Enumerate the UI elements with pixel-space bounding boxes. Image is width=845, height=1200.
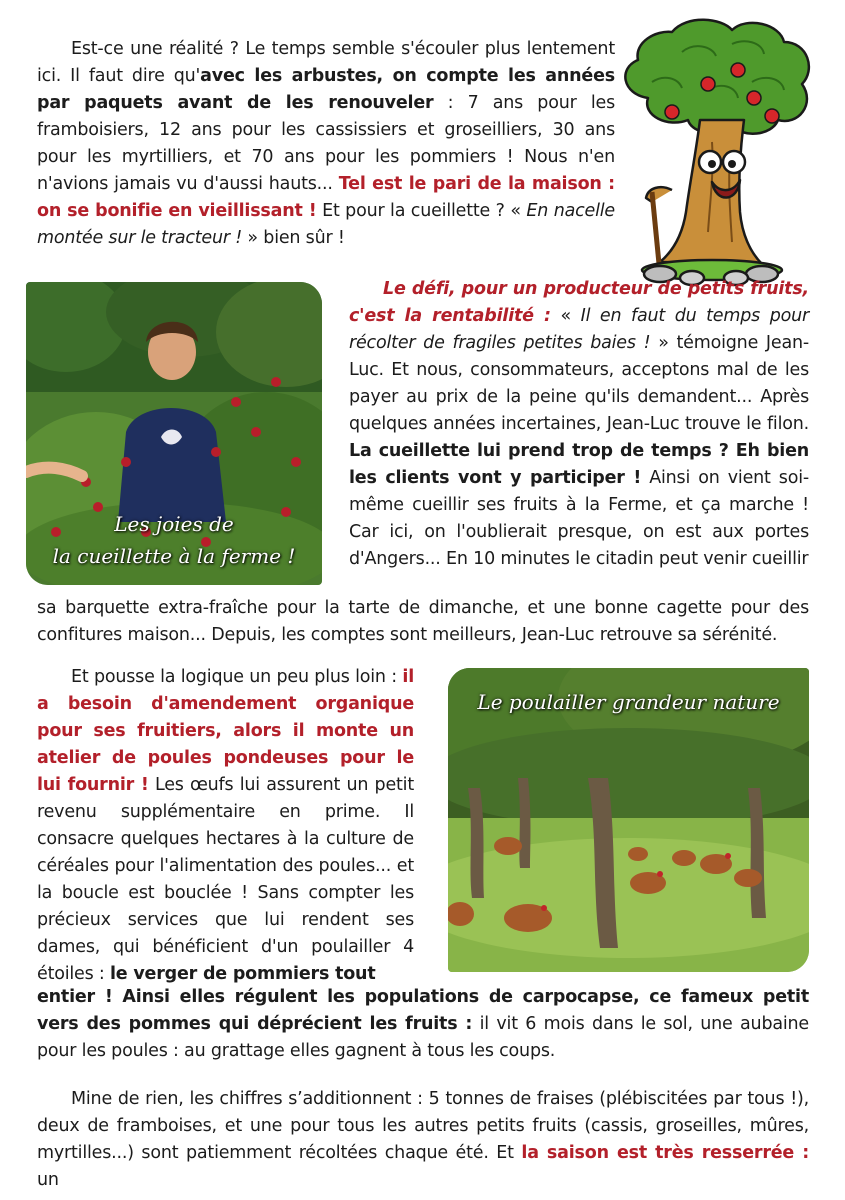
- highlight-red: la saison est très resserrée :: [521, 1143, 809, 1163]
- text-run: Et pour la cueillette ? «: [316, 201, 527, 221]
- paragraph-rentabilite: [349, 276, 809, 573]
- text-run: sa barquette extra-fraîche pour la tarte de dimanche, et une bonne cagette pour des confitures maison... Depuis, les comptes sont meilleurs, Jean-Luc retrouve sa sérénité.: [37, 598, 809, 645]
- photo-raspberry-picking: [26, 282, 322, 585]
- bold-run: entier ! Ainsi elles régulent les populations de carpocapse, ce fameux petit vers des pommes qui déprécient les fruits :: [37, 987, 809, 1034]
- paragraph-poules: [37, 664, 414, 988]
- text-run: : 7 ans pour les framboisiers, 12 ans pour les cassissiers et groseilliers, 30 ans pour les myrtilliers, et 70 ans pour les pommiers ! Nous n'en n'avions jamais vu d'aussi hauts...: [37, 93, 615, 194]
- photo-image: [26, 282, 322, 585]
- highlight-red: Tel est le pari de la maison : on se bonifie en vieillissant !: [37, 174, 615, 221]
- text-run: Les œufs lui assurent un petit revenu supplémentaire en prime. Il consacre quelques hectares à la culture de céréales pour l'alimentation des poules... et la boucle est bouclée ! Sans compter les précieux services que lui rendent ses dames, qui bénéficient d'un poulailler 4 étoiles :: [37, 775, 414, 984]
- text-run: Ainsi on vient soi-même cueillir ses fruits à la Ferme, et ça marche ! Car ici, on l'oublierait presque, on est aux portes d'Angers... En 10 minutes le citadin peut venir cueillir: [349, 468, 809, 569]
- paragraph-chiffres: [37, 1086, 809, 1194]
- text-run: «: [550, 306, 581, 326]
- photo-caption: la cueillette à la ferme !: [52, 544, 296, 568]
- paragraph-rentabilite-continued: [37, 595, 809, 649]
- italic-run: Il en faut du temps pour récolter de fragiles petites baies !: [349, 306, 809, 353]
- highlight-red: Le défi, pour un producteur de petits fruits, c'est la rentabilité :: [349, 279, 809, 326]
- text-run: il vit 6 mois dans le sol, une aubaine pour les poules : au grattage elles gagnent à tous les coups.: [37, 1014, 809, 1061]
- photo-caption: Les joies de: [114, 512, 234, 536]
- photo-caption: Le poulailler grandeur nature: [477, 690, 780, 714]
- highlight-red: il a besoin d'amendement organique pour ses fruitiers, alors il monte un atelier de poules pondeuses pour le lui fournir !: [37, 667, 414, 795]
- text-run: Mine de rien, les chiffres s’additionnent : 5 tonnes de fraises (plébiscitées par tous !), deux de framboises, et une pour tous les autres petits fruits (cassis, groseilles, mûres, myrtilles...) sont patiemment récoltées chaque été. Et: [37, 1089, 809, 1163]
- bold-run: avec les arbustes, on compte les années par paquets avant de les renouveler: [37, 66, 615, 113]
- paragraph-intro: [37, 36, 615, 252]
- text-run: » bien sûr !: [242, 228, 345, 248]
- italic-run: En nacelle montée sur le tracteur !: [37, 201, 615, 248]
- cartoon-apple-tree-illustration: [612, 12, 817, 297]
- paragraph-poules-continued: [37, 984, 809, 1065]
- bold-run: le verger de pommiers tout: [109, 964, 376, 984]
- bold-run: La cueillette lui prend trop de temps ? Eh bien les clients vont y participer !: [349, 441, 809, 488]
- text-run: Est-ce une réalité ? Le temps semble s'écouler plus lentement ici. Il faut dire qu': [37, 39, 615, 86]
- text-run: » témoigne Jean-Luc. Et nous, consommateurs, acceptons mal de les payer au prix de la peine qu'ils demandent... Après quelques années incertaines, Jean-Luc trouve le filon.: [349, 333, 809, 434]
- text-run: un: [37, 1170, 59, 1190]
- text-run: Et pousse la logique un peu plus loin :: [71, 667, 403, 687]
- photo-chicken-orchard: [448, 668, 809, 972]
